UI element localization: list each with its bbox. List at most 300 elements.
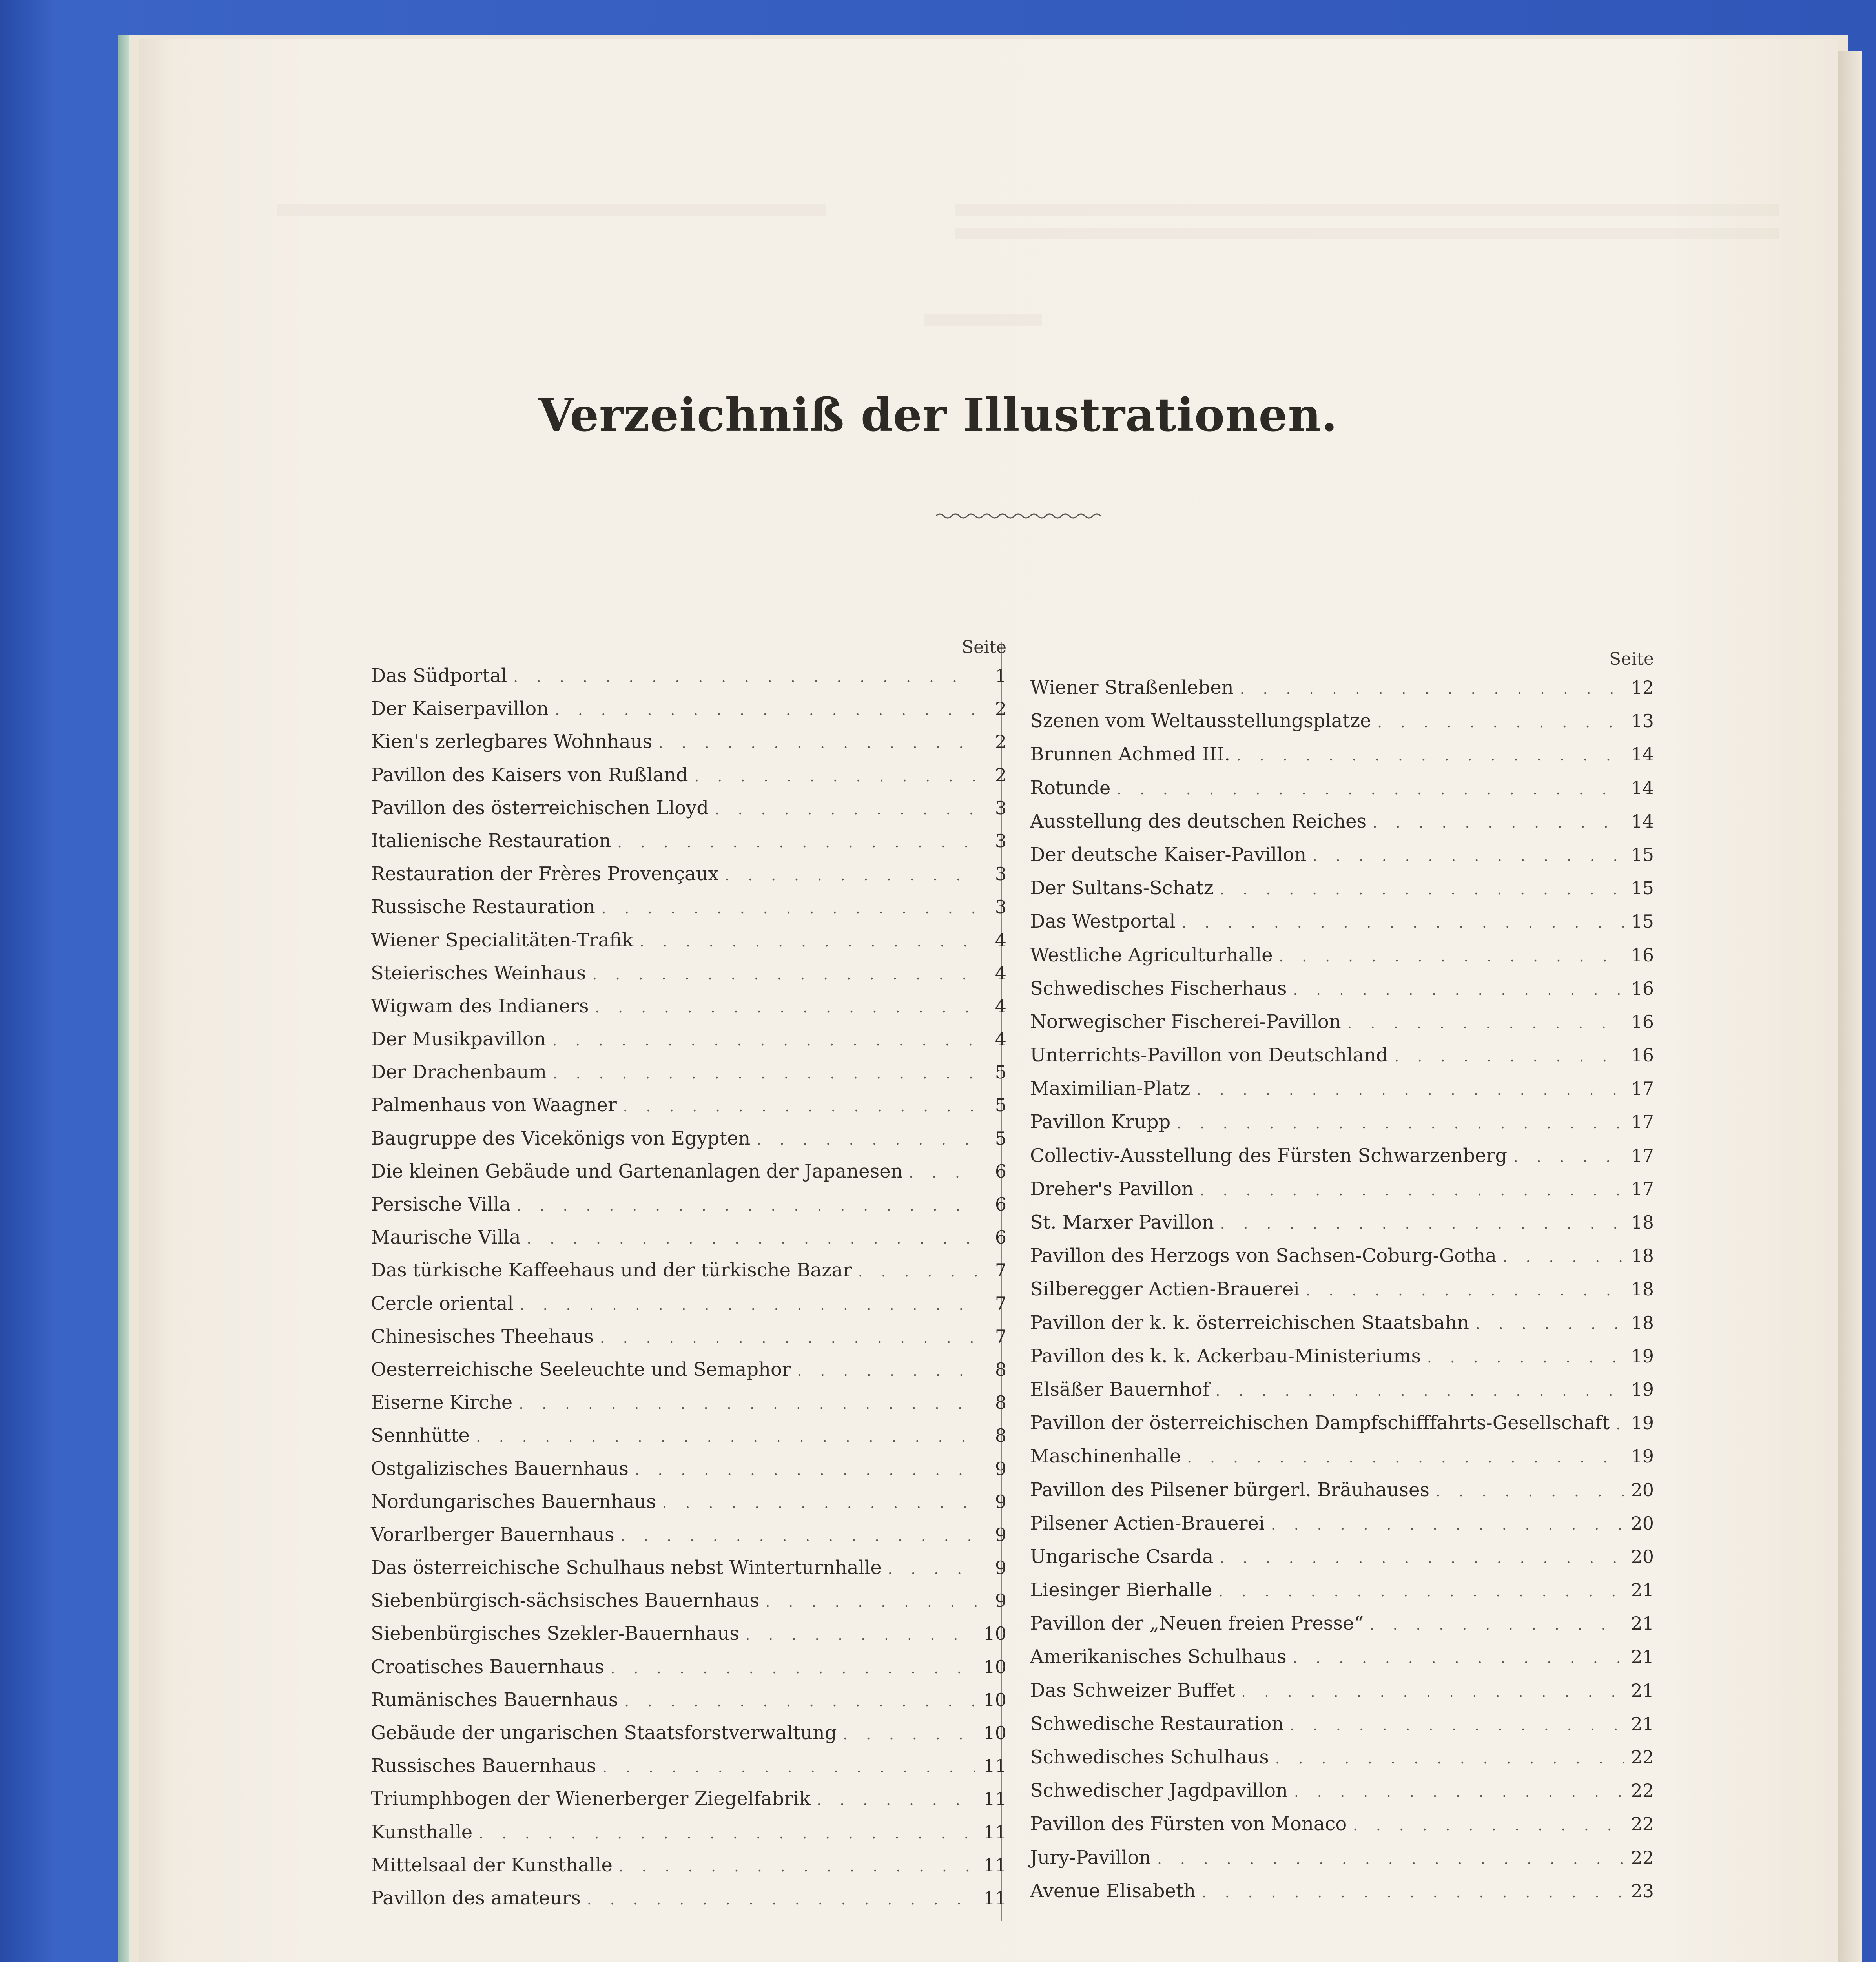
- toc-entry-page: 7: [995, 1260, 1006, 1281]
- dot-leader: [1279, 940, 1624, 974]
- toc-entry: [371, 890, 1006, 923]
- toc-entry-title: Cercle oriental: [371, 1292, 514, 1315]
- toc-entry-page: 2: [995, 731, 1006, 753]
- toc-entry-page: 19: [1631, 1412, 1654, 1434]
- dot-leader: [600, 1322, 977, 1355]
- toc-entry-page: 18: [1631, 1312, 1654, 1333]
- dot-leader: [479, 1818, 977, 1851]
- show-through-text: [277, 204, 826, 216]
- toc-entry: [371, 924, 1006, 957]
- toc-entry-title: Pavillon des k. k. Ackerbau-Ministeriums: [1030, 1345, 1421, 1367]
- toc-entry-page: 3: [995, 863, 1006, 885]
- toc-entry-page: 21: [1631, 1613, 1654, 1634]
- toc-entry-title: Chinesisches Theehaus: [371, 1325, 594, 1348]
- toc-entry-title: Amerikanisches Schulhaus: [1030, 1646, 1287, 1668]
- toc-entry-page: 11: [983, 1887, 1006, 1909]
- toc-entry-title: Der Drachenbaum: [371, 1061, 547, 1083]
- toc-entry-title: Restauration der Frères Provençaux: [371, 863, 719, 885]
- toc-entry-page: 14: [1631, 744, 1654, 765]
- dot-leader: [695, 760, 977, 793]
- toc-entry-title: Pavillon des österreichischen Lloyd: [371, 797, 709, 819]
- dot-leader: [624, 1685, 977, 1718]
- toc-entry-page: 9: [995, 1590, 1006, 1612]
- toc-entry: [1030, 905, 1654, 938]
- show-through-text: [955, 204, 1779, 216]
- toc-entry-title: Russisches Bauernhaus: [371, 1755, 596, 1777]
- toc-entry-title: Pavillon des amateurs: [371, 1887, 581, 1909]
- toc-entry-title: Elsäßer Bauernhof: [1030, 1378, 1209, 1400]
- dot-leader: [1220, 873, 1624, 906]
- seite-heading-left: Seite: [962, 637, 1006, 657]
- dot-leader: [1182, 906, 1624, 940]
- dot-leader: [602, 892, 977, 925]
- toc-entry-page: 4: [995, 929, 1006, 951]
- show-through-text: [924, 314, 1042, 326]
- toc-entry-title: Palmenhaus von Waagner: [371, 1094, 617, 1116]
- toc-entry: [371, 857, 1006, 890]
- toc-entry-page: 5: [995, 1127, 1006, 1149]
- dot-leader: [1293, 1642, 1624, 1675]
- toc-entry-title: Unterrichts-Pavillon von Deutschland: [1030, 1044, 1388, 1067]
- toc-entry: [371, 1816, 1006, 1849]
- dot-leader: [555, 694, 977, 727]
- dot-leader: [619, 1851, 977, 1884]
- toc-entry: [371, 1353, 1006, 1386]
- toc-entry: [1030, 671, 1654, 704]
- title-ornament: [936, 510, 1105, 522]
- toc-entry: [1030, 1406, 1654, 1440]
- toc-entry-page: 5: [995, 1094, 1006, 1116]
- dot-leader: [1220, 1542, 1624, 1575]
- dot-leader: [817, 1784, 977, 1817]
- toc-entry-page: 17: [1631, 1178, 1654, 1200]
- toc-entry-page: 21: [1631, 1679, 1654, 1701]
- toc-entry-page: 4: [995, 962, 1006, 984]
- toc-entry: [371, 1320, 1006, 1353]
- toc-entry-title: Rotunde: [1030, 777, 1111, 799]
- next-page-edge: [1838, 51, 1862, 1962]
- toc-entry-page: 16: [1631, 1011, 1654, 1032]
- dot-leader: [1294, 1776, 1624, 1809]
- toc-list-right: [1030, 671, 1654, 1908]
- toc-entry: [371, 1749, 1006, 1782]
- toc-entry-title: Wiener Straßenleben: [1030, 676, 1234, 698]
- toc-entry-title: Ausstellung des deutschen Reiches: [1030, 810, 1367, 832]
- toc-entry-title: Schwedisches Schulhaus: [1030, 1746, 1269, 1768]
- toc-entry-title: Norwegischer Fischerei-Pavillon: [1030, 1010, 1341, 1033]
- toc-list-left: [371, 659, 1006, 1915]
- dot-leader: [621, 1520, 977, 1553]
- toc-entry: [371, 659, 1006, 692]
- toc-entry: [1030, 1273, 1654, 1306]
- dot-leader: [1275, 1742, 1624, 1776]
- dot-leader: [1373, 806, 1624, 840]
- toc-entry: [371, 1254, 1006, 1287]
- toc-entry-page: 15: [1631, 911, 1654, 932]
- seite-heading-right: Seite: [1609, 649, 1654, 669]
- toc-entry-page: 7: [995, 1293, 1006, 1314]
- toc-entry-title: Persische Villa: [371, 1193, 511, 1215]
- toc-entry: [1030, 1874, 1654, 1908]
- toc-entry-title: Der deutsche Kaiser-Pavillon: [1030, 843, 1307, 866]
- dot-leader: [1616, 1408, 1624, 1441]
- toc-entry: [371, 1683, 1006, 1716]
- toc-entry-title: Schwedischer Jagdpavillon: [1030, 1780, 1288, 1802]
- dot-leader: [519, 1388, 977, 1421]
- dot-leader: [1236, 739, 1624, 773]
- dot-leader: [476, 1421, 977, 1454]
- toc-entry: [371, 1650, 1006, 1683]
- toc-entry-page: 4: [995, 995, 1006, 1017]
- toc-entry: [371, 1386, 1006, 1419]
- toc-entry-page: 16: [1631, 944, 1654, 966]
- dot-leader: [909, 1157, 977, 1190]
- dot-leader: [757, 1124, 977, 1157]
- dot-leader: [1220, 1207, 1624, 1241]
- toc-entry: [1030, 939, 1654, 972]
- toc-entry: [1030, 1807, 1654, 1841]
- toc-entry: [371, 1188, 1006, 1221]
- toc-entry-page: 2: [995, 764, 1006, 786]
- dot-leader: [1200, 1174, 1624, 1207]
- dot-leader: [520, 1289, 977, 1322]
- toc-entry-page: 3: [995, 896, 1006, 918]
- toc-entry-page: 3: [995, 830, 1006, 852]
- toc-entry-title: Das Westportal: [1030, 910, 1176, 933]
- toc-entry: [1030, 1373, 1654, 1406]
- toc-entry: [371, 1023, 1006, 1056]
- toc-entry-title: Russische Restauration: [371, 896, 595, 918]
- toc-entry-page: 10: [983, 1623, 1006, 1645]
- toc-entry-title: Das türkische Kaffeehaus und der türkische Bazar: [371, 1259, 852, 1282]
- toc-entry-title: Mittelsaal der Kunsthalle: [371, 1854, 613, 1876]
- dot-leader: [1436, 1475, 1624, 1508]
- toc-entry-page: 6: [995, 1227, 1006, 1248]
- toc-entry: [371, 791, 1006, 824]
- toc-entry: [1030, 1039, 1654, 1072]
- dot-leader: [797, 1355, 977, 1388]
- toc-entry-title: Baugruppe des Vicekönigs von Egypten: [371, 1127, 751, 1149]
- toc-entry: [371, 1782, 1006, 1815]
- toc-entry-title: Maurische Villa: [371, 1226, 521, 1249]
- toc-entry-page: 23: [1631, 1880, 1654, 1902]
- toc-entry: [1030, 1574, 1654, 1607]
- toc-entry-title: Dreher's Pavillon: [1030, 1178, 1194, 1200]
- toc-entry-page: 18: [1631, 1278, 1654, 1300]
- toc-entry-page: 11: [983, 1821, 1006, 1843]
- toc-entry: [1030, 1440, 1654, 1473]
- toc-entry: [1030, 1172, 1654, 1206]
- toc-entry-title: Silberegger Actien-Brauerei: [1030, 1278, 1300, 1300]
- toc-entry-title: Das Südportal: [371, 665, 507, 687]
- toc-entry: [1030, 1741, 1654, 1774]
- toc-entry: [371, 1882, 1006, 1915]
- toc-entry: [1030, 1774, 1654, 1807]
- toc-entry-page: 10: [983, 1656, 1006, 1678]
- dot-leader: [1353, 1809, 1624, 1842]
- dot-leader: [725, 859, 977, 892]
- page-title: Verzeichniß der Illustrationen.: [538, 388, 1338, 442]
- toc-entry-page: 11: [983, 1755, 1006, 1777]
- toc-entry-title: Pavillon des Kaisers von Rußland: [371, 764, 688, 786]
- dot-leader: [517, 1190, 977, 1223]
- toc-entry: [371, 692, 1006, 725]
- toc-entry-page: 9: [995, 1557, 1006, 1579]
- dot-leader: [1513, 1141, 1624, 1174]
- toc-entry: [371, 1419, 1006, 1452]
- toc-entry-title: Pavillon der k. k. österreichischen Staatsbahn: [1030, 1311, 1469, 1334]
- toc-entry-page: 16: [1631, 1045, 1654, 1066]
- toc-entry-page: 22: [1631, 1747, 1654, 1768]
- toc-entry: [1030, 1306, 1654, 1340]
- toc-entry-title: Ostgalizisches Bauernhaus: [371, 1457, 629, 1480]
- dot-leader: [1370, 1608, 1624, 1642]
- dot-leader: [1313, 840, 1624, 873]
- toc-entry: [1030, 738, 1654, 771]
- toc-entry-page: 11: [983, 1854, 1006, 1876]
- toc-entry: [371, 1584, 1006, 1617]
- toc-entry-title: Avenue Elisabeth: [1030, 1880, 1196, 1902]
- toc-entry-page: 8: [995, 1425, 1006, 1446]
- dot-leader: [1503, 1241, 1624, 1274]
- toc-entry: [371, 1551, 1006, 1584]
- toc-entry: [1030, 872, 1654, 905]
- toc-entry-page: 6: [995, 1160, 1006, 1182]
- toc-entry-title: Gebäude der ungarischen Staatsforstverwaltung: [371, 1722, 837, 1744]
- toc-entry: [1030, 1607, 1654, 1640]
- toc-entry-title: Pavillon der österreichischen Dampfschifffahrts-Gesellschaft: [1030, 1412, 1610, 1434]
- dot-leader: [1306, 1274, 1624, 1307]
- toc-entry-title: Pavillon des Fürsten von Monaco: [1030, 1813, 1347, 1835]
- dot-leader: [1240, 673, 1624, 706]
- dot-leader: [617, 826, 977, 859]
- toc-entry: [1030, 1340, 1654, 1373]
- toc-entry-title: Nordungarisches Bauernhaus: [371, 1490, 656, 1513]
- toc-entry-title: Pavillon Krupp: [1030, 1111, 1171, 1133]
- toc-entry: [371, 1716, 1006, 1749]
- toc-entry-page: 10: [983, 1722, 1006, 1743]
- toc-entry-page: 20: [1631, 1479, 1654, 1501]
- toc-entry-page: 19: [1631, 1345, 1654, 1367]
- dot-leader: [1290, 1709, 1624, 1742]
- toc-entry: [371, 1617, 1006, 1650]
- dot-leader: [1475, 1308, 1624, 1341]
- toc-entry: [1030, 1473, 1654, 1507]
- toc-entry-title: Maximilian-Platz: [1030, 1078, 1191, 1100]
- toc-entry: [371, 990, 1006, 1023]
- toc-entry-page: 19: [1631, 1446, 1654, 1467]
- toc-entry-page: 17: [1631, 1078, 1654, 1100]
- dot-leader: [587, 1884, 977, 1916]
- toc-entry-title: Kunsthalle: [371, 1821, 473, 1843]
- toc-entry: [1030, 1206, 1654, 1239]
- toc-entry-title: Pilsener Actien-Brauerei: [1030, 1512, 1265, 1534]
- toc-entry-title: Pavillon des Pilsener bürgerl. Bräuhauses: [1030, 1479, 1429, 1501]
- toc-entry: [371, 957, 1006, 990]
- toc-entry: [371, 1221, 1006, 1254]
- toc-entry-page: 17: [1631, 1111, 1654, 1133]
- toc-entry-page: 7: [995, 1326, 1006, 1347]
- dot-leader: [527, 1223, 977, 1256]
- dot-leader: [1157, 1843, 1624, 1876]
- toc-entry-page: 15: [1631, 877, 1654, 899]
- toc-entry: [371, 1485, 1006, 1518]
- toc-entry-page: 20: [1631, 1512, 1654, 1534]
- toc-entry: [371, 1849, 1006, 1882]
- toc-entry-page: 8: [995, 1392, 1006, 1413]
- toc-entry: [1030, 1005, 1654, 1039]
- toc-entry-title: Maschinenhalle: [1030, 1445, 1181, 1468]
- dot-leader: [1271, 1508, 1624, 1542]
- toc-entry-title: Das österreichische Schulhaus nebst Winterturnhalle: [371, 1557, 882, 1579]
- toc-entry-title: Siebenbürgisches Szekler-Bauernhaus: [371, 1623, 739, 1645]
- toc-entry-title: Wiener Specialitäten-Trafik: [371, 929, 634, 951]
- toc-entry-page: 5: [995, 1061, 1006, 1083]
- toc-entry: [371, 1089, 1006, 1121]
- toc-entry: [1030, 704, 1654, 738]
- dot-leader: [552, 1025, 977, 1058]
- dot-leader: [1395, 1040, 1624, 1074]
- toc-entry-page: 21: [1631, 1646, 1654, 1668]
- dot-leader: [1177, 1107, 1624, 1140]
- dot-leader: [1216, 1375, 1624, 1408]
- dot-leader: [513, 661, 977, 694]
- toc-entry: [1030, 1841, 1654, 1874]
- toc-entry-page: 9: [995, 1491, 1006, 1512]
- dot-leader: [658, 727, 977, 760]
- dot-leader: [1117, 773, 1624, 806]
- dot-leader: [746, 1619, 977, 1652]
- toc-entry: [1030, 771, 1654, 805]
- toc-entry-title: St. Marxer Pavillon: [1030, 1211, 1214, 1233]
- toc-entry-title: Wigwam des Indianers: [371, 995, 589, 1017]
- toc-entry-page: 4: [995, 1028, 1006, 1050]
- dot-leader: [843, 1718, 977, 1751]
- toc-entry: [1030, 838, 1654, 872]
- toc-entry-page: 11: [983, 1788, 1006, 1810]
- toc-entry-title: Kien's zerlegbares Wohnhaus: [371, 731, 653, 753]
- toc-entry-page: 12: [1631, 677, 1654, 698]
- toc-entry-title: Schwedische Restauration: [1030, 1712, 1284, 1735]
- toc-entry-page: 8: [995, 1358, 1006, 1380]
- toc-entry-title: Liesinger Bierhalle: [1030, 1579, 1212, 1601]
- toc-entry-title: Steierisches Weinhaus: [371, 962, 586, 984]
- toc-entry-page: 3: [995, 797, 1006, 819]
- dot-leader: [1347, 1007, 1624, 1040]
- dot-leader: [1427, 1341, 1624, 1375]
- toc-entry-title: Das Schweizer Buffet: [1030, 1679, 1235, 1701]
- toc-entry: [1030, 805, 1654, 838]
- dot-leader: [593, 959, 977, 992]
- toc-entry-title: Westliche Agriculturhalle: [1030, 944, 1273, 966]
- dot-leader: [1202, 1876, 1624, 1909]
- toc-entry: [1030, 1640, 1654, 1674]
- toc-entry: [371, 1122, 1006, 1155]
- toc-entry: [371, 759, 1006, 791]
- toc-entry-page: 1: [995, 665, 1006, 686]
- toc-entry: [1030, 1072, 1654, 1105]
- toc-entry-page: 18: [1631, 1245, 1654, 1267]
- toc-entry-page: 21: [1631, 1713, 1654, 1734]
- dot-leader: [1196, 1074, 1624, 1107]
- toc-entry: [371, 1518, 1006, 1551]
- toc-entry-title: Schwedisches Fischerhaus: [1030, 977, 1287, 999]
- dot-leader: [1293, 974, 1624, 1007]
- toc-entry: [1030, 972, 1654, 1005]
- toc-entry-title: Der Kaiserpavillon: [371, 698, 549, 720]
- dot-leader: [858, 1256, 977, 1289]
- toc-entry-page: 21: [1631, 1579, 1654, 1601]
- toc-left-column: [371, 636, 1006, 1915]
- toc-entry-title: Vorarlberger Bauernhaus: [371, 1523, 614, 1546]
- toc-entry: [1030, 1707, 1654, 1741]
- toc-entry-title: Pavillon der „Neuen freien Presse“: [1030, 1612, 1364, 1635]
- dot-leader: [715, 793, 977, 826]
- toc-entry-page: 15: [1631, 844, 1654, 865]
- toc-entry-title: Szenen vom Weltausstellungsplatze: [1030, 710, 1371, 732]
- toc-entry: [371, 1056, 1006, 1089]
- toc-entry: [1030, 1239, 1654, 1273]
- toc-entry: [1030, 1105, 1654, 1139]
- dot-leader: [1241, 1676, 1624, 1709]
- toc-entry: [371, 1452, 1006, 1485]
- toc-entry-title: Oesterreichische Seeleuchte und Semaphor: [371, 1358, 791, 1380]
- toc-entry: [1030, 1674, 1654, 1707]
- toc-entry-title: Jury-Pavillon: [1030, 1846, 1151, 1869]
- toc-entry-page: 16: [1631, 977, 1654, 999]
- toc-entry: [1030, 1507, 1654, 1540]
- toc-entry-page: 9: [995, 1524, 1006, 1545]
- toc-entry-page: 20: [1631, 1546, 1654, 1567]
- toc-entry-page: 22: [1631, 1847, 1654, 1868]
- toc-entry-title: Die kleinen Gebäude und Gartenanlagen der Japanesen: [371, 1160, 903, 1182]
- toc-entry: [371, 1155, 1006, 1188]
- dot-leader: [635, 1454, 977, 1487]
- toc-entry-title: Ungarische Csarda: [1030, 1545, 1214, 1568]
- toc-entry-title: Der Sultans-Schatz: [1030, 877, 1214, 899]
- toc-entry-title: Sennhütte: [371, 1424, 470, 1447]
- toc-entry: [371, 1287, 1006, 1320]
- dot-leader: [1377, 706, 1624, 739]
- toc-entry: [371, 725, 1006, 758]
- dot-leader: [623, 1090, 977, 1123]
- toc-entry-page: 9: [995, 1458, 1006, 1479]
- toc-entry-title: Italienische Restauration: [371, 830, 611, 852]
- toc-entry-page: 22: [1631, 1813, 1654, 1835]
- toc-entry-title: Rumänisches Bauernhaus: [371, 1688, 618, 1711]
- toc-entry-page: 18: [1631, 1212, 1654, 1233]
- toc-entry-title: Pavillon des Herzogs von Sachsen-Coburg-Gotha: [1030, 1245, 1497, 1267]
- toc-entry-page: 14: [1631, 810, 1654, 832]
- toc-entry-title: Brunnen Achmed III.: [1030, 743, 1231, 766]
- toc-entry-page: 19: [1631, 1379, 1654, 1400]
- toc-entry-page: 2: [995, 698, 1006, 720]
- show-through-text: [955, 228, 1779, 239]
- toc-entry-title: Der Musikpavillon: [371, 1028, 546, 1050]
- toc-entry-page: 14: [1631, 777, 1654, 799]
- dot-leader: [888, 1553, 977, 1586]
- toc-entry-title: Collectiv-Ausstellung des Fürsten Schwarzenberg: [1030, 1144, 1508, 1167]
- toc-entry: [1030, 1139, 1654, 1172]
- toc-right-column: [1030, 647, 1654, 1908]
- toc-entry-page: 6: [995, 1194, 1006, 1215]
- dot-leader: [1218, 1575, 1624, 1608]
- toc-entry-page: 22: [1631, 1780, 1654, 1802]
- toc-entry-title: Triumphbogen der Wienerberger Ziegelfabrik: [371, 1788, 811, 1810]
- dot-leader: [766, 1586, 977, 1619]
- dot-leader: [1187, 1441, 1624, 1475]
- dot-leader: [611, 1652, 977, 1685]
